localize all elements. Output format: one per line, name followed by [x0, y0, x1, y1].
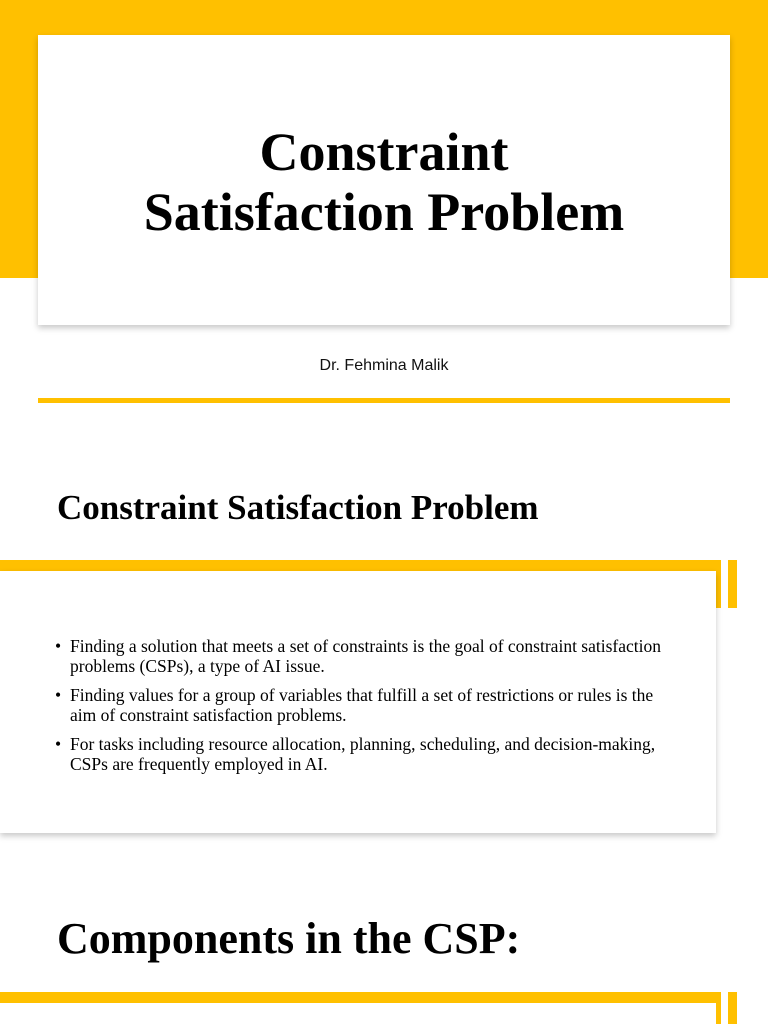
title-card [38, 35, 730, 325]
bullet-dot-icon: • [55, 636, 62, 656]
bullet-dot-icon: • [55, 734, 62, 754]
slide-2-accent-stripe-1 [716, 560, 721, 608]
slide-title-line-2: Satisfaction Problem [143, 182, 625, 242]
slide-3-accent-stripe-1 [716, 992, 721, 1024]
slide-2-accent-bar [0, 560, 720, 571]
slide-2-accent-stripe-2 [728, 560, 737, 608]
author-name: Dr. Fehmina Malik [319, 357, 449, 374]
title-slide-divider [38, 398, 730, 403]
bullet-item [55, 636, 675, 676]
bullet-dot-icon: • [55, 685, 62, 705]
bullet-item [55, 685, 675, 725]
bullet-text: Finding a solution that meets a set of constraints is the goal of constraint satisfaction problems (CSPs), a type of AI issue. [70, 636, 662, 676]
slide-3-accent-stripe-2 [728, 992, 737, 1024]
bullet-text: For tasks including resource allocation, planning, scheduling, and decision-making, CSPs are frequently employed in AI. [70, 734, 656, 774]
slide-3-content-card [0, 1003, 716, 1024]
slide-3-heading: Components in the CSP: [57, 914, 521, 963]
bullet-item [55, 734, 675, 774]
bullet-text: Finding values for a group of variables that fulfill a set of restrictions or rules is the aim of constraint satisfaction problems. [70, 685, 654, 725]
slide-title-line-1: Constraint [259, 122, 509, 182]
slide-title [144, 122, 624, 242]
slide-3-accent-bar [0, 992, 720, 1003]
slide-2-heading: Constraint Satisfaction Problem [57, 488, 539, 527]
bullet-list [55, 636, 675, 783]
